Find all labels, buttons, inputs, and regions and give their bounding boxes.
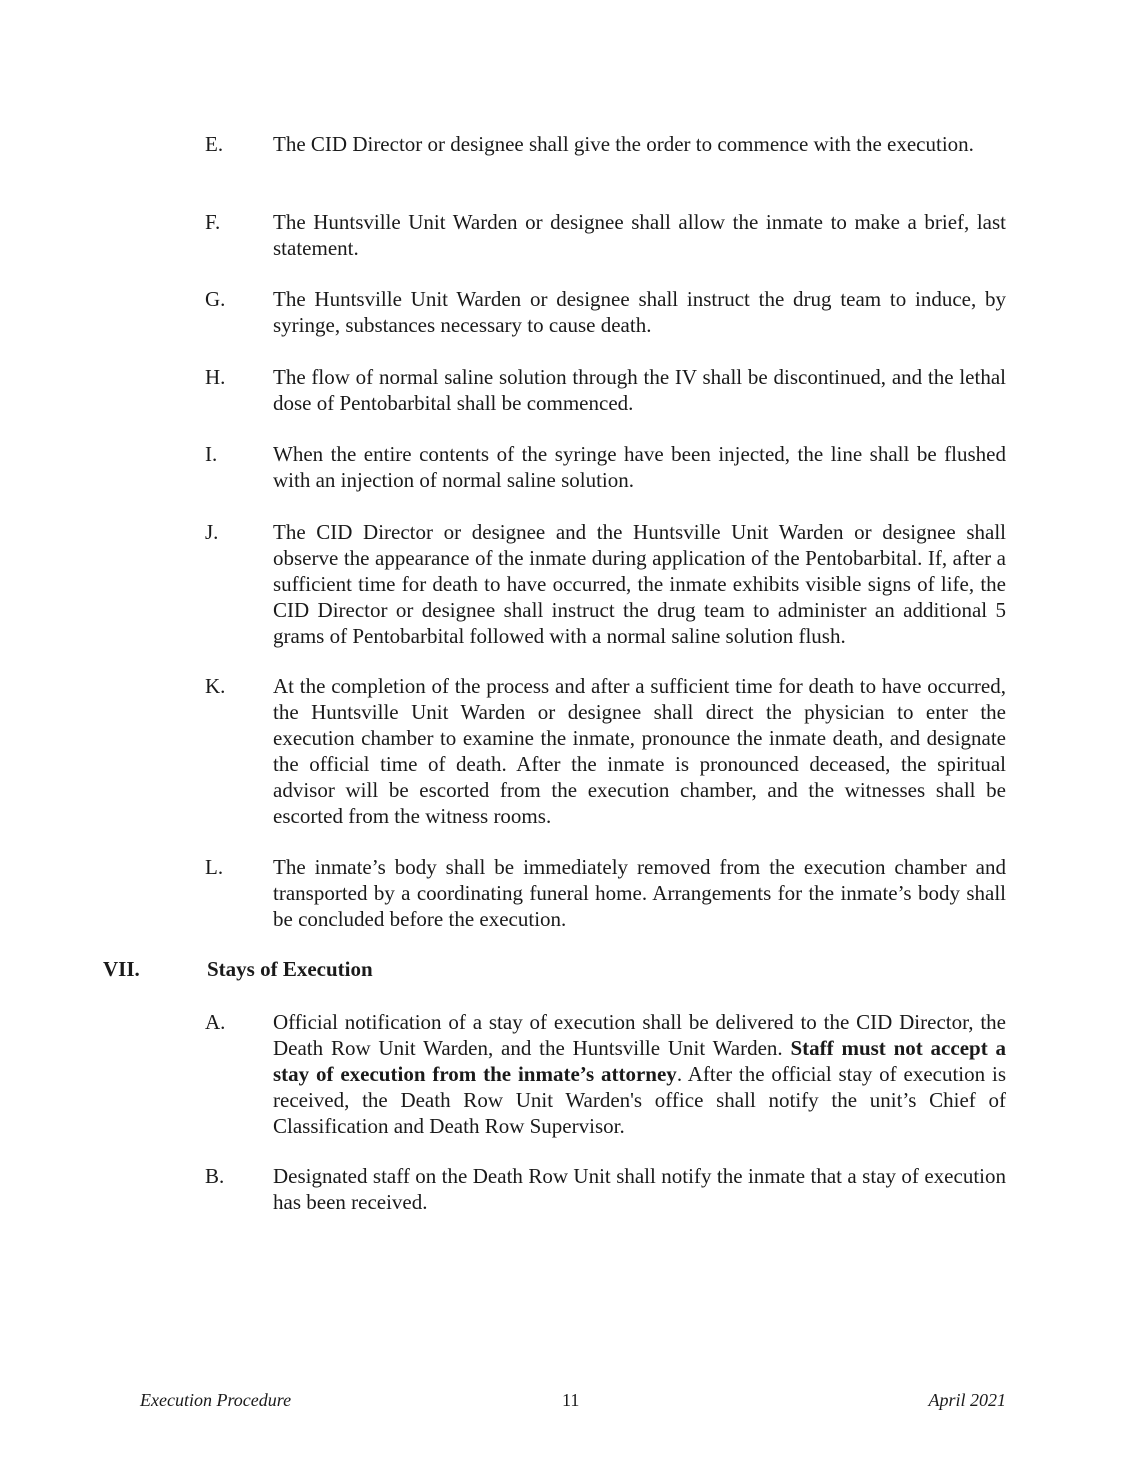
item-letter: I. — [205, 442, 218, 466]
item-letter: J. — [205, 520, 219, 544]
item-text: When the entire contents of the syringe have been injected, the line shall be flushed with an injection of normal saline solution. — [273, 442, 1006, 492]
item-text-part: Official notification of a stay of execution shall be delivered to the CID Director, the Death Row Unit Warden, and the Huntsville Unit Warden. — [273, 1010, 1006, 1060]
item-text — [273, 1009, 1006, 1139]
item-text: The inmate’s body shall be immediately removed from the execution chamber and transported by a coordinating funeral home. Arrangements for the inmate’s body shall be concluded before the execution. — [273, 855, 1006, 931]
item-letter: B. — [205, 1164, 225, 1188]
item-letter: G. — [205, 287, 226, 311]
item-letter: E. — [205, 132, 224, 156]
item-letter: A. — [205, 1010, 226, 1034]
section-heading — [0, 956, 1139, 984]
item-text: At the completion of the process and after a sufficient time for death to have occurred, the Huntsville Unit Warden or designee shall direct the physician to enter the execution chamber to examine the inmate, pronounce the inmate death, and designate the official time of death. After the inmate is pronounced deceased, the spiritual advisor will be escorted from the execution chamber, and the witnesses shall be escorted from the witness rooms. — [273, 674, 1006, 828]
item-letter: L. — [205, 855, 224, 879]
item-text: The Huntsville Unit Warden or designee shall allow the inmate to make a brief, last statement. — [273, 210, 1006, 260]
footer-page-number: 11 — [562, 1390, 580, 1410]
page-footer — [0, 1388, 1139, 1414]
footer-document-title: Execution Procedure — [140, 1390, 292, 1410]
item-text: The CID Director or designee and the Huntsville Unit Warden or designee shall observe the appearance of the inmate during application of the Pentobarbital. If, after a sufficient time for death to have occurred, the inmate exhibits visible signs of life, the CID Director or designee shall instruct the drug team to administer an additional 5 grams of Pentobarbital followed with a normal saline solution flush. — [273, 520, 1006, 648]
item-text: The CID Director or designee shall give the order to commence with the execution. — [273, 132, 974, 156]
item-text: The Huntsville Unit Warden or designee shall instruct the drug team to induce, by syringe, substances necessary to cause death. — [273, 287, 1006, 337]
section-number: VII. — [103, 957, 140, 981]
item-text: The flow of normal saline solution through the IV shall be discontinued, and the lethal dose of Pentobarbital shall be commenced. — [273, 365, 1006, 415]
item-text-part: . After the official stay of execution is received, the Death Row Unit Warden's office shall notify the unit’s Chief of Classification and Death Row Supervisor. — [273, 1062, 1006, 1138]
item-letter: F. — [205, 210, 221, 234]
item-letter: H. — [205, 365, 226, 389]
footer-date: April 2021 — [928, 1390, 1006, 1410]
item-text-bold: Staff must not accept a stay of execution from the inmate’s attorney — [273, 1036, 1006, 1086]
item-letter: K. — [205, 674, 226, 698]
section-title: Stays of Execution — [207, 957, 373, 981]
item-text: Designated staff on the Death Row Unit shall notify the inmate that a stay of execution has been received. — [273, 1164, 1006, 1214]
